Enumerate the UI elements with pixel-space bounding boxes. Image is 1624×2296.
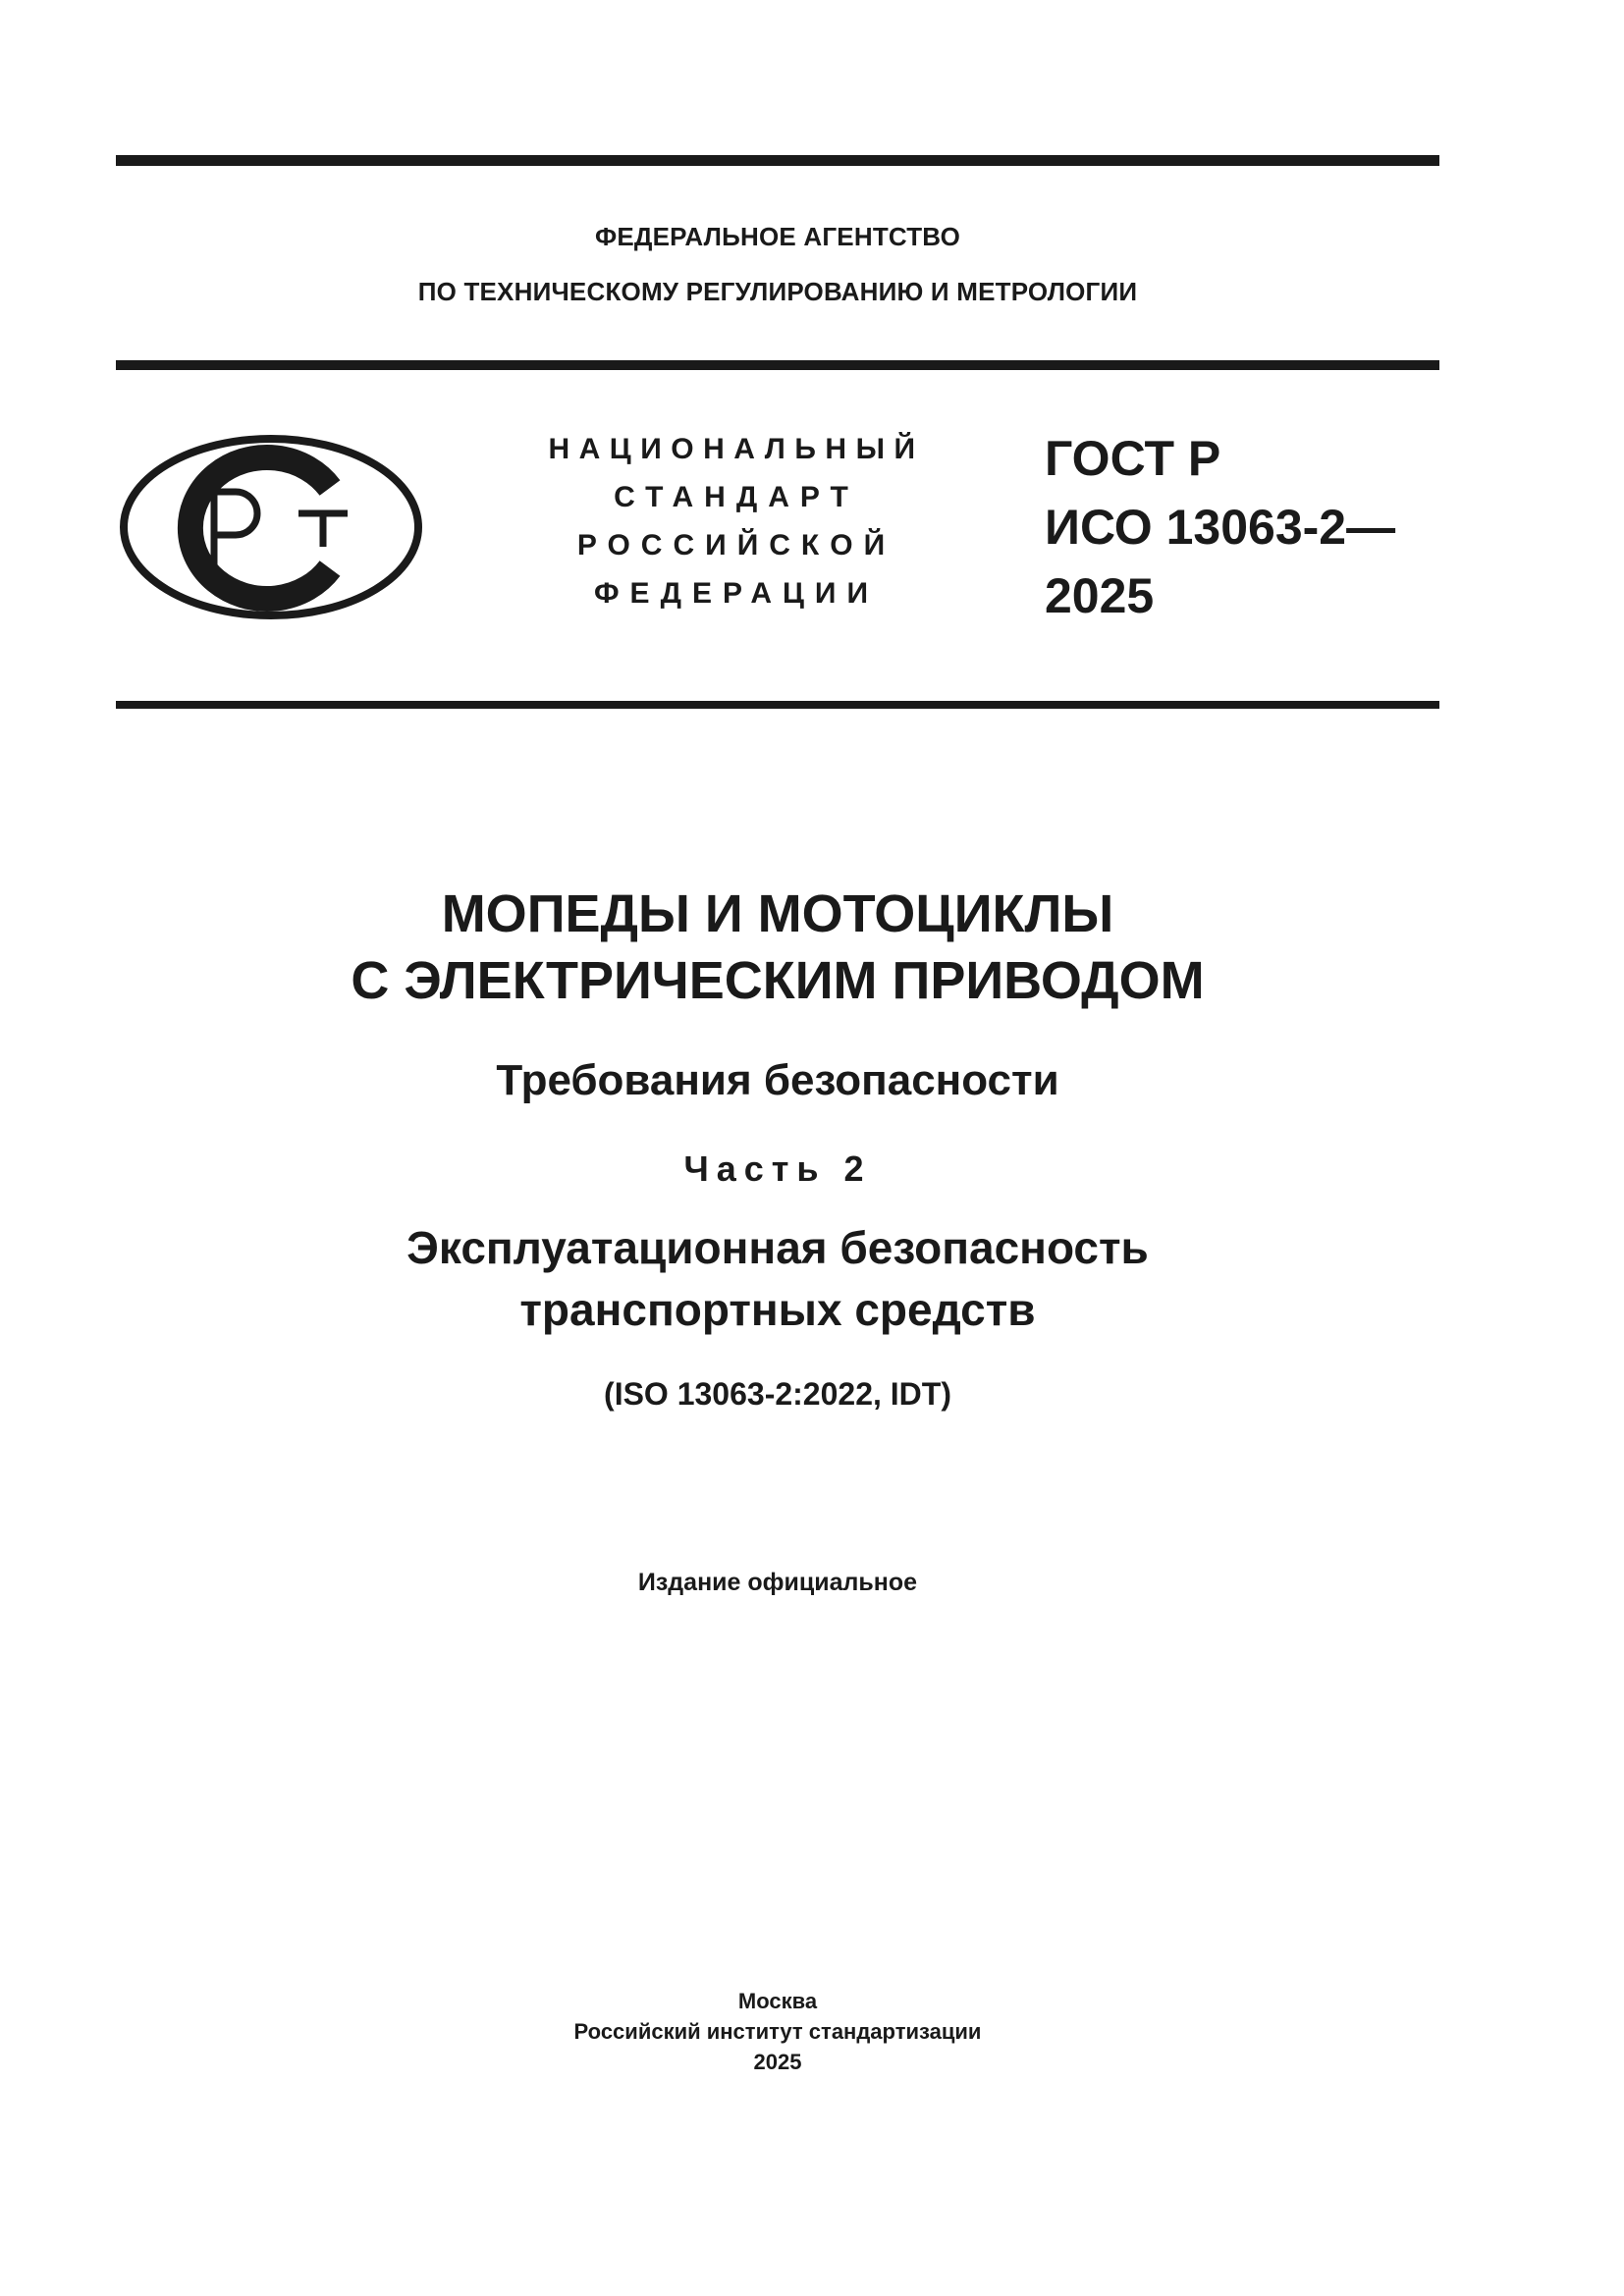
national-standard-line-4: ФЕДЕРАЦИИ — [593, 577, 880, 610]
publisher-name: Российский институт стандартизации — [573, 2019, 982, 2044]
header-rule — [116, 360, 1439, 370]
designation-line-1: ГОСТ Р — [1045, 431, 1221, 486]
part-title-line-1: Эксплуатационная безопасность — [406, 1222, 1149, 1273]
edition-label: Издание официальное — [637, 1569, 918, 1596]
designation-rule — [116, 701, 1439, 709]
rst-logo-icon — [116, 429, 430, 625]
publication-city: Москва — [737, 1989, 818, 2013]
publication-year: 2025 — [753, 2050, 802, 2074]
iso-reference: (ISO 13063-2:2022, IDT) — [604, 1376, 951, 1412]
designation-line-2: ИСО 13063-2— — [1045, 500, 1396, 555]
part-title-line-2: транспортных средств — [519, 1284, 1036, 1335]
national-standard-line-1: НАЦИОНАЛЬНЫЙ — [548, 433, 925, 465]
document-subtitle: Требования безопасности — [496, 1056, 1059, 1104]
national-standard-line-3: РОССИЙСКОЙ — [576, 529, 896, 561]
top-rule — [116, 155, 1439, 166]
standard-designation — [1045, 424, 1395, 630]
national-standard-line-2: СТАНДАРТ — [614, 481, 859, 513]
agency-name-line-1: ФЕДЕРАЛЬНОЕ АГЕНТСТВО — [594, 222, 961, 251]
part-number: Часть 2 — [683, 1148, 872, 1189]
national-standard-label — [511, 425, 962, 617]
agency-name-line-2: ПО ТЕХНИЧЕСКОМУ РЕГУЛИРОВАНИЮ И МЕТРОЛОГИИ — [417, 277, 1138, 306]
document-title-line-1: МОПЕДЫ И МОТОЦИКЛЫ — [441, 884, 1114, 943]
designation-line-3: 2025 — [1045, 568, 1155, 623]
document-title-line-2: С ЭЛЕКТРИЧЕСКИМ ПРИВОДОМ — [351, 951, 1205, 1010]
